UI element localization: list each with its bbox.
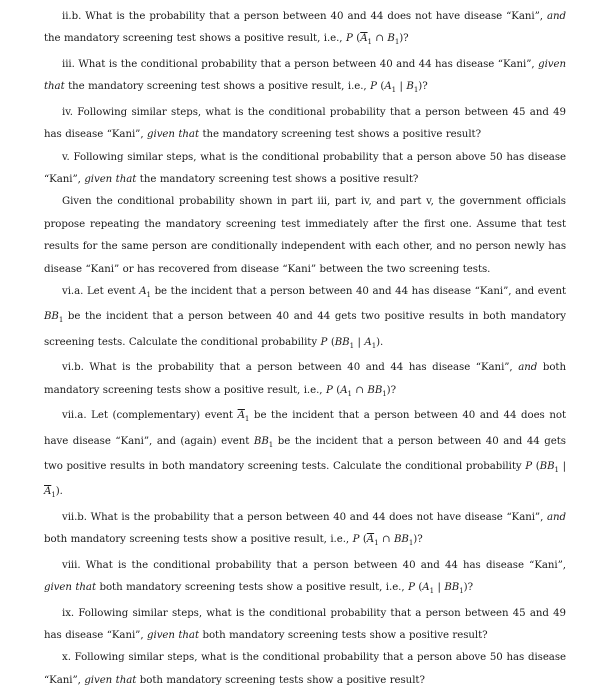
text-run: ( [327, 336, 335, 348]
text-run: ( [376, 81, 385, 93]
text-run: 1 [371, 341, 377, 350]
text-run: ∩ [351, 384, 368, 396]
text-run: ). [376, 336, 384, 348]
text-run: both mandatory screening tests show a positive result, i.e., [44, 534, 353, 546]
text-run: Given the conditional probability shown in part iii, part iv, and part v, the government officials propose repeating the mandatory screening test immediately after the first one. Assume that test results for the same person are conditionally independent with each other, and no person newly has disease “Kani” or has recovered from disease “Kani” between the two screening tests. [44, 196, 566, 275]
text-run: and [518, 362, 538, 374]
context-paragraph [44, 191, 566, 281]
text-run: P [345, 33, 353, 45]
text-run: 1 [347, 389, 352, 398]
text-run: vi.b. What is the probability that a person between 40 and 44 has disease “Kani”, [62, 362, 519, 374]
text-run: )? [399, 33, 409, 45]
question-vib [44, 357, 566, 405]
text-run: 1 [349, 341, 355, 350]
question-iii [44, 54, 566, 102]
text-run: $\overline{A}$ [360, 33, 368, 45]
text-run: iii. What is the conditional probability that a person between 40 and 44 has disease “Kani”, [62, 58, 539, 70]
text-run: ( [532, 460, 540, 472]
text-run: BB [44, 311, 59, 323]
question-via [44, 281, 566, 357]
text-run: vi.a. Let event [62, 285, 140, 297]
question-viib [44, 507, 566, 555]
question-iv [44, 102, 566, 147]
text-run: | [354, 336, 365, 348]
text-run: be the incident that a person between 40 and 44 has disease “Kani”, and event [150, 285, 566, 297]
text-run: 1 [268, 440, 274, 449]
text-run: B [387, 33, 395, 45]
text-run: 1 [58, 316, 64, 325]
text-run: ( [332, 384, 341, 396]
text-run: given that [84, 173, 137, 185]
text-run: A [364, 336, 372, 348]
text-run: v. Following similar steps, what is the conditional probability that a person above 50 has disease “Kani”, [44, 151, 566, 185]
text-run: P [370, 81, 377, 93]
text-run: given that [84, 674, 137, 686]
text-run: P [352, 534, 360, 546]
question-v [44, 147, 566, 192]
text-run: 1 [374, 539, 379, 548]
text-run: ∩ [371, 33, 388, 45]
text-run: given that [147, 129, 200, 141]
question-ix [44, 603, 566, 648]
text-run: 1 [367, 38, 372, 47]
text-run: A [340, 384, 348, 396]
text-run: P [320, 336, 328, 348]
text-run: given that [44, 58, 566, 93]
text-run: and [546, 11, 566, 22]
text-run: both mandatory screening tests show a positive result? [136, 674, 425, 686]
text-run: BB [444, 582, 460, 594]
text-run: vii.b. What is the probability that a person between 40 and 44 does not have disease “Kani”, [62, 511, 547, 523]
text-run: vii.a. Let (complementary) event [62, 410, 238, 422]
text-run: A [422, 582, 430, 594]
text-run: the mandatory screening test shows a positive result? [199, 129, 481, 141]
text-run: ( [414, 582, 423, 594]
text-run: given that [44, 582, 96, 594]
text-run: 1 [146, 290, 151, 299]
text-run: ∩ [378, 534, 394, 546]
text-run: $\overline{A}$ [237, 410, 245, 422]
text-run: | [558, 460, 566, 472]
text-run: | [434, 582, 445, 594]
text-run: $\overline{A}$ [44, 486, 52, 498]
text-run: 1 [391, 86, 397, 95]
text-run: ). [55, 486, 63, 498]
question-x [44, 647, 566, 692]
text-run: and [546, 511, 566, 523]
text-run: the mandatory screening test shows a positive result, i.e., [44, 33, 346, 45]
text-run: BB [393, 534, 409, 546]
text-run: )? [463, 582, 473, 594]
question-iib [44, 6, 566, 54]
text-run: $\overline{A}$ [366, 534, 375, 546]
text-run: viii. What is the conditional probability that a person between 40 and 44 has disease “Kani”, [62, 559, 566, 571]
text-run: both mandatory screening tests show a positive result, i.e., [44, 362, 566, 396]
text-run: )? [413, 534, 423, 546]
text-run: both mandatory screening tests show a positive result, i.e., [96, 582, 409, 594]
text-run: 1 [459, 587, 464, 596]
text-run: given that [147, 629, 200, 641]
text-run: P [325, 384, 333, 396]
text-run: A [139, 285, 147, 297]
text-run: be the incident that a person between 40 and 44 does not have disease “Kani”, and (again) event [44, 410, 567, 447]
question-viia [44, 405, 566, 507]
text-run: )? [386, 384, 397, 396]
text-run: BB [253, 435, 269, 447]
text-run: both mandatory screening tests show a positive result? [199, 629, 488, 641]
text-run: 1 [408, 539, 414, 548]
text-run: iv. Following similar steps, what is the conditional probability that a person between 45 and 49 has disease “Kani”, [44, 106, 566, 141]
text-run: be the incident that a person between 40 and 44 gets two positive results in both mandatory screening tests. Calculate the conditional probability [44, 311, 566, 348]
text-run: | [396, 81, 407, 93]
text-run: 1 [413, 86, 419, 95]
text-run: BB [539, 460, 555, 472]
text-run: 1 [394, 38, 400, 47]
text-run: 1 [382, 389, 387, 398]
text-run: 1 [554, 466, 559, 474]
text-run: BB [367, 384, 383, 396]
text-run: x. Following similar steps, what is the conditional probability that a person above 50 has disease “Kani”, [44, 652, 566, 686]
text-run: the mandatory screening test shows a positive result, i.e., [64, 81, 371, 93]
text-run: A [384, 81, 392, 93]
text-run: ix. Following similar steps, what is the conditional probability that a person between 45 and 49 has disease “Kani”, [44, 607, 566, 641]
text-run: B [406, 81, 414, 93]
text-run: P [525, 460, 533, 472]
text-run: ( [359, 534, 367, 546]
text-run: ii.b. What is the probability that a person between 40 and 44 does not have disease “Kani”, [62, 11, 547, 22]
text-run: be the incident that a person between 40 and 44 gets two positive results in both mandatory screening tests. Calculate the conditional probability [44, 435, 566, 472]
text-run: the mandatory screening test shows a positive result? [136, 173, 419, 185]
text-run: 1 [429, 587, 435, 596]
text-run: 1 [244, 415, 250, 424]
text-run: ( [352, 33, 361, 45]
text-run: BB [334, 336, 350, 348]
text-run: P [408, 582, 415, 594]
question-viii [44, 555, 566, 603]
text-run: )? [418, 81, 428, 93]
text-run: 1 [51, 491, 56, 500]
